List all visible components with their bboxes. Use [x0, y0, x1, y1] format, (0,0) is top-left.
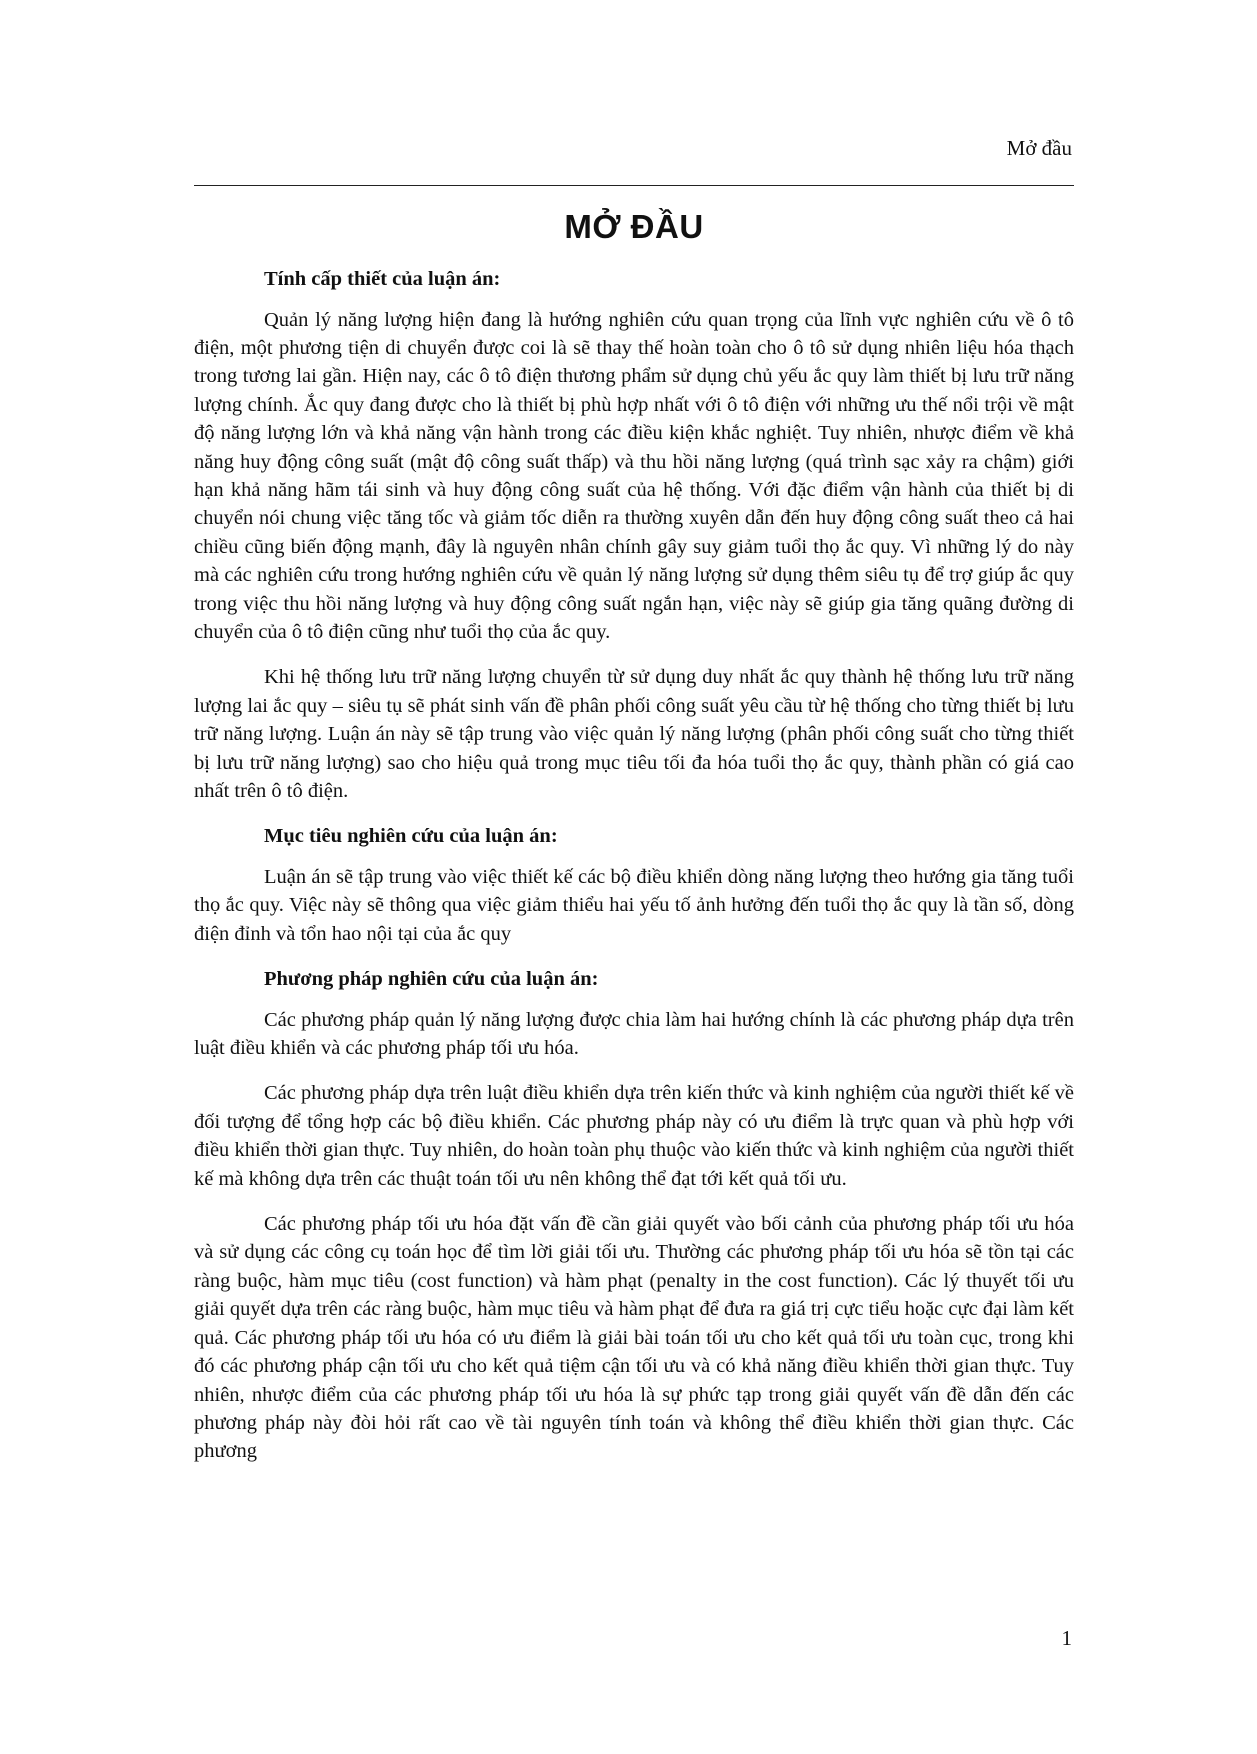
paragraph: Khi hệ thống lưu trữ năng lượng chuyển từ sử dụng duy nhất ắc quy thành hệ thống lưu trữ năng lượng lai ắc quy – siêu tụ sẽ phát sinh vấn đề phân phối công suất yêu cầu từ hệ thống cho từng thiết bị lưu trữ năng lượng. Luận án này sẽ tập trung vào việc quản lý năng lượng (phân phối công suất cho từng thiết bị lưu trữ năng lượng) sao cho hiệu quả trong mục tiêu tối đa hóa tuổi thọ ắc quy, thành phần có giá cao nhất trên ô tô điện. [194, 666, 1074, 802]
paragraph: Các phương pháp dựa trên luật điều khiển dựa trên kiến thức và kinh nghiệm của người thiết kế về đối tượng để tổng hợp các bộ điều khiển. Các phương pháp này có ưu điểm là trực quan và phù hợp với điều khiển thời gian thực. Tuy nhiên, do hoàn toàn phụ thuộc vào kiến thức và kinh nghiệm của người thiết kế mà không dựa trên các thuật toán tối ưu nên không thể đạt tới kết quả tối ưu. [194, 1082, 1074, 1190]
running-header: Mở đầu [1006, 136, 1072, 160]
section-heading: Mục tiêu nghiên cứu của luận án: [264, 825, 558, 848]
paragraph: Quản lý năng lượng hiện đang là hướng nghiên cứu quan trọng của lĩnh vực nghiên cứu về ô tô điện, một phương tiện di chuyển được coi là sẽ thay thế hoàn toàn cho ô tô sử dụng nhiên liệu hóa thạch trong tương lai gần. Hiện nay, các ô tô điện thương phẩm sử dụng chủ yếu ắc quy làm thiết bị lưu trữ năng lượng chính. Ắc quy đang được cho là thiết bị phù hợp nhất với ô tô điện với những ưu thế nổi trội về mật độ năng lượng lớn và khả năng vận hành trong các điều kiện khắc nghiệt. Tuy nhiên, nhược điểm về khả năng huy động công suất (mật độ công suất thấp) và thu hồi năng lượng (quá trình sạc xảy ra chậm) giới hạn khả năng hãm tái sinh và huy động công suất của hệ thống. Với đặc điểm vận hành của thiết bị di chuyển nói chung việc tăng tốc và giảm tốc diễn ra thường xuyên dẫn đến huy động công suất theo cả hai chiều cũng biến động mạnh, đây là nguyên nhân chính gây suy giảm tuổi thọ ắc quy. Vì những lý do này mà các nghiên cứu trong hướng nghiên cứu về quản lý năng lượng sử dụng thêm siêu tụ để trợ giúp ắc quy trong việc thu hồi năng lượng và huy động công suất ngắn hạn, việc này sẽ giúp gia tăng quãng đường di chuyển của ô tô điện cũng như tuổi thọ của ắc quy. [194, 308, 1074, 643]
header-divider [194, 185, 1074, 186]
paragraph: Các phương pháp quản lý năng lượng được chia làm hai hướng chính là các phương pháp dựa trên luật điều khiển và các phương pháp tối ưu hóa. [194, 1008, 1074, 1060]
section-heading: Phương pháp nghiên cứu của luận án: [264, 968, 599, 991]
section-urgency [194, 265, 1074, 805]
section-objectives [194, 822, 1074, 948]
section-methods [194, 965, 1074, 1466]
chapter-title: MỞ ĐẦU [564, 208, 704, 245]
paragraph: Các phương pháp tối ưu hóa đặt vấn đề cần giải quyết vào bối cảnh của phương pháp tối ưu hóa và sử dụng các công cụ toán học để tìm lời giải tối ưu. Thường các phương pháp tối ưu hóa sẽ tồn tại các ràng buộc, hàm mục tiêu (cost function) và hàm phạt (penalty in the cost function). Các lý thuyết tối ưu giải quyết dựa trên các ràng buộc, hàm mục tiêu và hàm phạt để đưa ra giá trị cực tiểu hoặc cực đại làm kết quả. Các phương pháp tối ưu hóa có ưu điểm là giải bài toán tối ưu cho kết quả tối ưu toàn cục, trong khi đó các phương pháp cận tối ưu cho kết quả tiệm cận tối ưu và có khả năng điều khiển thời gian thực. Tuy nhiên, nhược điểm của các phương pháp tối ưu hóa là sự phức tạp trong giải quyết vấn đề dẫn đến các phương pháp này đòi hỏi rất cao về tài nguyên tính toán và không thể điều khiển thời gian thực. Các phương [194, 1213, 1074, 1463]
page-content [194, 203, 1074, 1483]
paragraph: Luận án sẽ tập trung vào việc thiết kế các bộ điều khiển dòng năng lượng theo hướng gia tăng tuổi thọ ắc quy. Việc này sẽ thông qua việc giảm thiểu hai yếu tố ảnh hưởng đến tuổi thọ ắc quy là tần số, dòng điện đỉnh và tổn hao nội tại của ắc quy [194, 865, 1074, 945]
section-heading: Tính cấp thiết của luận án: [264, 268, 501, 290]
page-number: 1 [1061, 1626, 1072, 1650]
